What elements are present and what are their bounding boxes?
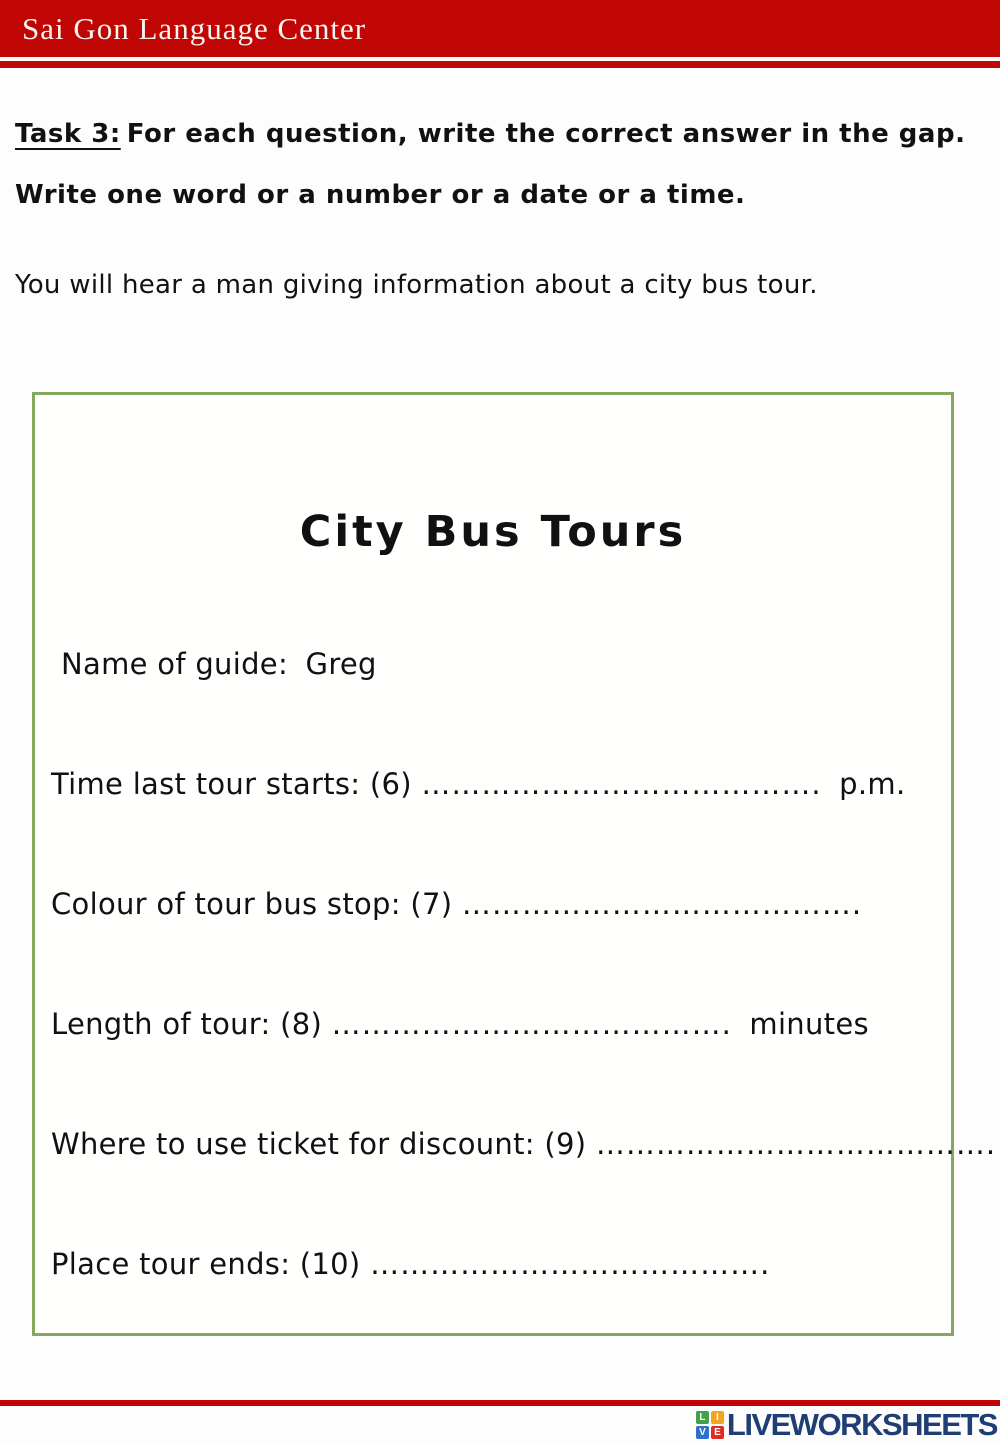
field-row-ends bbox=[51, 1245, 933, 1283]
task-label: Task 3: bbox=[15, 119, 121, 149]
answer-gap[interactable]: …………………………………. bbox=[370, 1247, 771, 1282]
task-intro: You will hear a man giving information about a city bus tour. bbox=[15, 270, 818, 301]
task-instructions bbox=[15, 104, 985, 226]
field-suffix: p.m. bbox=[839, 767, 906, 802]
gap-number: (8) bbox=[280, 1007, 323, 1042]
field-row-length bbox=[51, 1005, 933, 1043]
field-row-discount bbox=[51, 1125, 997, 1163]
worksheet-box bbox=[32, 392, 997, 1336]
header-bar bbox=[0, 0, 1000, 57]
gap-number: (7) bbox=[410, 887, 453, 922]
field-suffix: minutes bbox=[749, 1007, 869, 1042]
field-label: Length of tour: bbox=[51, 1007, 271, 1042]
task-instructions-text: For each question, write the correct answer in the gap. Write one word or a number or a date or a time. bbox=[15, 119, 966, 211]
gap-number: (10) bbox=[299, 1247, 361, 1282]
answer-gap[interactable]: …………………………………. bbox=[331, 1007, 732, 1042]
logo-cell-l: L bbox=[696, 1411, 709, 1424]
field-label: Time last tour starts: bbox=[51, 767, 361, 802]
gap-number: (9) bbox=[544, 1127, 587, 1162]
field-label: Place tour ends: bbox=[51, 1247, 291, 1282]
gap-number: (6) bbox=[369, 767, 412, 802]
answer-gap[interactable]: …………………………………. bbox=[461, 887, 863, 922]
field-row-time bbox=[51, 765, 933, 803]
header-accent-line bbox=[0, 61, 1000, 68]
liveworksheets-logo bbox=[696, 1407, 997, 1443]
field-label: Colour of tour bus stop: bbox=[51, 887, 401, 922]
field-value: Greg bbox=[305, 647, 377, 682]
header-title: Sai Gon Language Center bbox=[22, 10, 367, 46]
liveworksheets-icon bbox=[696, 1411, 724, 1439]
answer-gap[interactable]: …………………………………. bbox=[421, 767, 822, 802]
logo-cell-e: E bbox=[711, 1426, 724, 1439]
field-label: Name of guide: bbox=[61, 647, 289, 682]
liveworksheets-wordmark: LIVEWORKSHEETS bbox=[726, 1407, 997, 1442]
footer bbox=[0, 1400, 1000, 1444]
logo-cell-v: V bbox=[696, 1426, 709, 1439]
field-row-guide bbox=[61, 645, 933, 683]
logo-cell-i: I bbox=[711, 1411, 724, 1424]
worksheet-title: City Bus Tours bbox=[299, 507, 687, 558]
footer-accent-line bbox=[0, 1400, 1000, 1406]
answer-gap[interactable]: …………………………………. bbox=[595, 1127, 997, 1162]
field-label: Where to use ticket for discount: bbox=[51, 1127, 535, 1162]
field-row-colour bbox=[51, 885, 933, 923]
